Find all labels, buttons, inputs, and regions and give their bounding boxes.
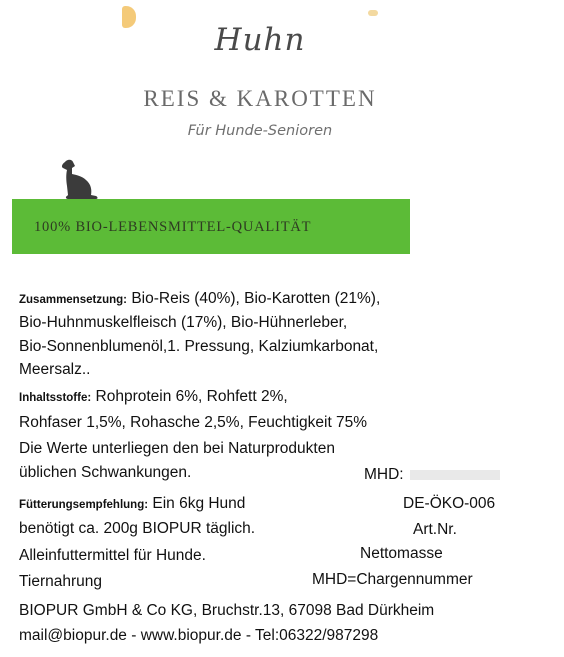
note-line: Die Werte unterliegen den bei Naturprodukten	[19, 440, 335, 457]
feeding-heading: Fütterungsempfehlung:	[19, 499, 149, 511]
article-number: Art.Nr.	[413, 521, 457, 538]
feeding-line	[19, 495, 245, 513]
composition-line	[19, 290, 380, 308]
composition-text: Bio-Reis (40%), Bio-Karotten (21%),	[131, 290, 381, 307]
mhd-date	[364, 466, 500, 484]
composition-line: Meersalz..	[19, 361, 91, 378]
feeding-text: Ein 6kg Hund	[152, 495, 246, 512]
redacted-date	[410, 470, 500, 480]
target-audience: Für Hunde-Senioren	[187, 123, 333, 139]
composition-line: Bio-Huhnmuskelfleisch (17%), Bio-Hühnerleber,	[19, 314, 348, 331]
ingredients-text: Rohprotein 6%, Rohfett 2%,	[95, 388, 288, 405]
company-address: BIOPUR GmbH & Co KG, Bruchstr.13, 67098 Bad Dürkheim	[19, 602, 435, 619]
quality-band-text: 100% BIO-LEBENSMITTEL-QUALITÄT	[34, 219, 312, 235]
ingredients-line	[19, 388, 288, 406]
packaging-corner-mark	[368, 10, 378, 16]
company-contact: mail@biopur.de - www.biopur.de - Tel:06322/987298	[19, 627, 379, 644]
dog-icon	[58, 158, 100, 200]
net-mass: Nettomasse	[360, 545, 443, 562]
composition-line: Bio-Sonnenblumenöl,1. Pressung, Kalziumkarbonat,	[19, 338, 379, 355]
eco-code: DE-ÖKO-006	[403, 495, 496, 512]
mhd-label: MHD:	[364, 466, 404, 483]
product-title: Huhn	[214, 22, 306, 58]
ingredients-heading: Inhaltsstoffe:	[19, 392, 92, 404]
ingredients-line: Rohfaser 1,5%, Rohasche 2,5%, Feuchtigkeit 75%	[19, 414, 368, 431]
product-subtitle: REIS & KAROTTEN	[143, 86, 377, 111]
type-line: Tiernahrung	[19, 573, 103, 590]
quality-band	[12, 199, 410, 254]
mhd-batch: MHD=Chargennummer	[312, 571, 473, 588]
composition-heading: Zusammensetzung:	[19, 294, 127, 306]
type-line: Alleinfuttermittel für Hunde.	[19, 547, 206, 564]
note-line: üblichen Schwankungen.	[19, 464, 192, 481]
feeding-line: benötigt ca. 200g BIOPUR täglich.	[19, 520, 256, 537]
